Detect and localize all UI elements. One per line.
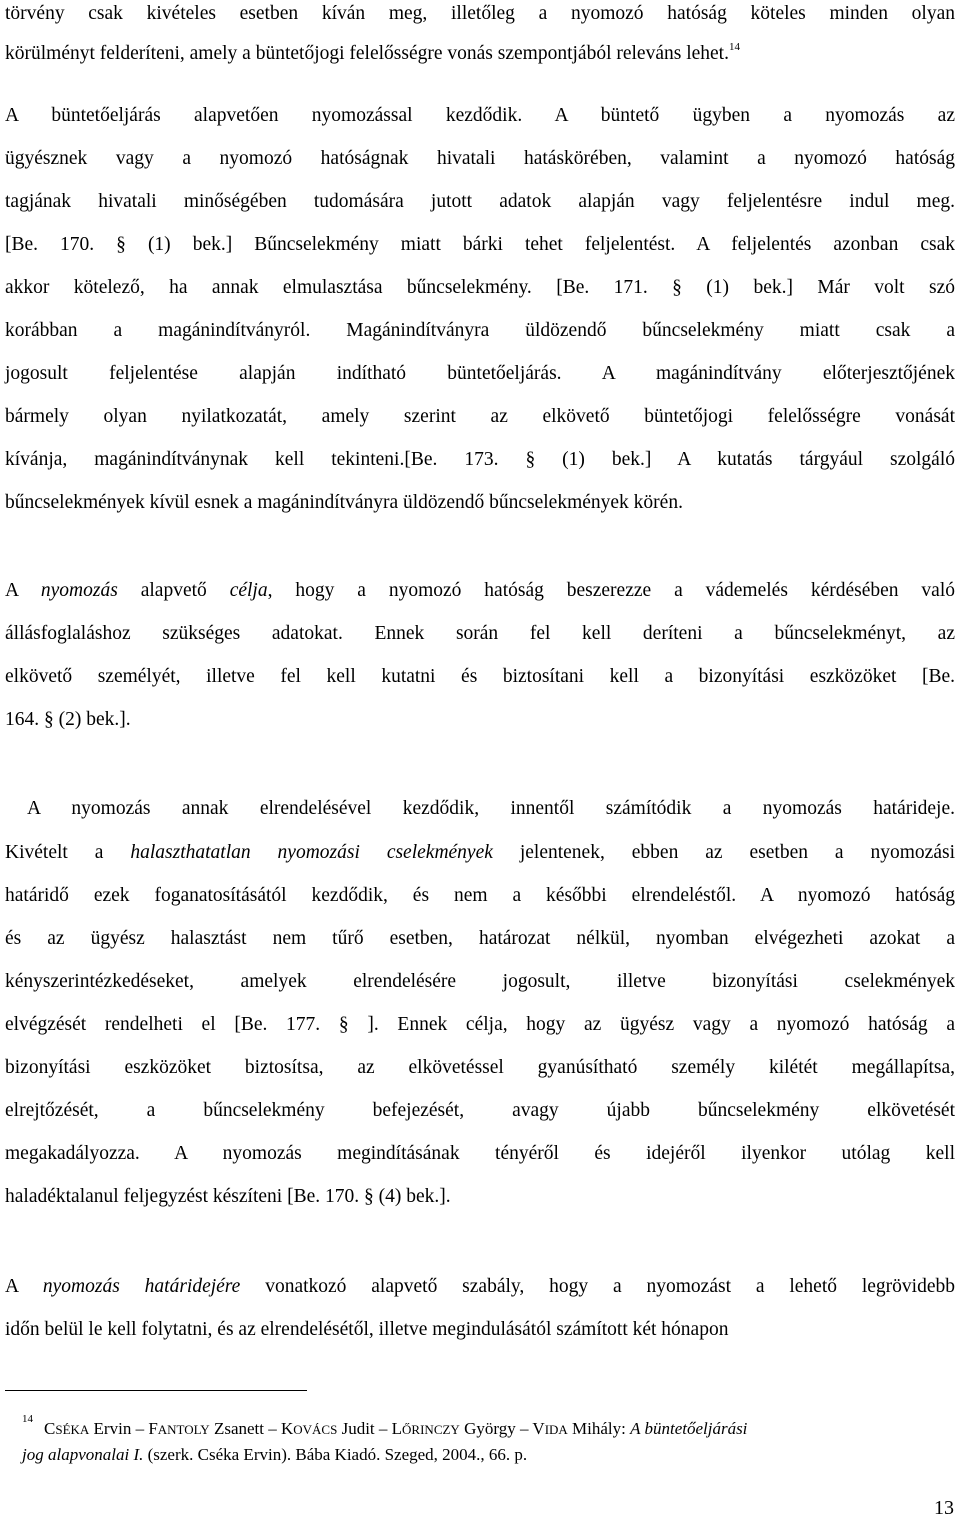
text-segment: célja bbox=[229, 580, 268, 601]
text-segment: , hogy a nyomozó hatóság beszerezze a vádemelés kérdésében való bbox=[267, 580, 955, 601]
text-segment: halaszthatatlan nyomozási cselekmények bbox=[130, 842, 493, 863]
paragraph-3-line bbox=[5, 707, 955, 733]
paragraph-5-line bbox=[5, 1274, 955, 1300]
paragraph-4-line bbox=[27, 796, 955, 822]
paragraph-2-line bbox=[5, 361, 955, 387]
paragraph-4-line bbox=[5, 926, 955, 952]
text-segment: A nyomozás annak elrendelésével kezdődik, innentől számítódik a nyomozás határideje. bbox=[27, 798, 955, 819]
text-segment: A büntetőeljárás alapvetően nyomozással kezdődik. A büntető ügyben a nyomozás az bbox=[5, 105, 955, 126]
text-segment: állásfoglaláshoz szükséges adatokat. Ennek során fel kell deríteni a bűncselekményt, az bbox=[5, 623, 955, 644]
paragraph-4-line bbox=[5, 1012, 955, 1038]
text-segment: elkövető személyét, illetve fel kell kutatni és biztosítani kell a bizonyítási eszközöket [Be. bbox=[5, 666, 955, 687]
text-segment: bármely olyan nyilatkozatát, amely szerint az elkövető büntetőjogi felelősségre vonását bbox=[5, 406, 955, 427]
text-segment: határidő ezek foganatosításától kezdődik, és nem a későbbi elrendeléstől. A nyomozó hatóság bbox=[5, 885, 955, 906]
text-segment: bizonyítási eszközöket biztosítsa, az elkövetéssel gyanúsítható személy kilétét megállapítsa, bbox=[5, 1057, 955, 1078]
text-segment: kényszerintézkedéseket, amelyek elrendelésére jogosult, illetve bizonyítási cselekmények bbox=[5, 971, 955, 992]
paragraph-2-line bbox=[5, 189, 955, 215]
footnote-reference: 14 bbox=[728, 41, 740, 53]
paragraph-1-line bbox=[5, 1, 955, 27]
paragraph-5-line bbox=[5, 1317, 955, 1343]
text-segment: SÉKA bbox=[55, 1422, 90, 1437]
text-segment: jog alapvonalai I. bbox=[22, 1445, 144, 1464]
text-segment: György – V bbox=[459, 1419, 545, 1438]
text-segment: körülményt felderíteni, amely a büntetőjogi felelősségre vonás szempontjából releváns lehet. bbox=[5, 43, 729, 64]
text-segment: [Be. 170. § (1) bek.] Bűncselekmény miatt bárki tehet feljelentést. A feljelentés azonban csak bbox=[5, 234, 955, 255]
text-segment: ügyésznek vagy a nyomozó hatóságnak hivatali hatáskörében, valamint a nyomozó hatóság bbox=[5, 148, 955, 169]
paragraph-4-line bbox=[5, 1141, 955, 1167]
text-segment: nyomozás határidejére bbox=[42, 1276, 241, 1297]
text-segment: jogosult feljelentése alapján indítható büntetőeljárás. A magánindítvány előterjesztőjének bbox=[5, 363, 955, 384]
text-segment: C bbox=[44, 1419, 56, 1438]
text-segment: A bbox=[5, 580, 41, 601]
text-segment: tagjának hivatali minőségében tudomására jutott adatok alapján vagy feljelentésre indul meg. bbox=[5, 191, 955, 212]
text-segment: törvény csak kivételes esetben kíván meg, illetőleg a nyomozó hatóság köteles minden olyan bbox=[5, 3, 955, 24]
footnote-number: 14 bbox=[22, 1413, 33, 1425]
paragraph-2-line bbox=[5, 275, 955, 301]
text-segment: IDA bbox=[544, 1422, 568, 1437]
text-segment: megakadályozza. A nyomozás megindításának tényéről és idejéről ilyenkor utólag kell bbox=[5, 1143, 955, 1164]
text-segment: jelentenek, ebben az esetben a nyomozási bbox=[492, 842, 956, 863]
paragraph-4-line bbox=[5, 969, 955, 995]
text-segment: és az ügyész halasztást nem tűrő esetben, határozat nélkül, nyomban elvégezheti azokat a bbox=[5, 928, 955, 949]
text-segment: időn belül le kell folytatni, és az elrendelésétől, illetve megindulásától számított két hónapon bbox=[5, 1319, 729, 1340]
text-segment: OVÁCS bbox=[293, 1422, 338, 1437]
paragraph-2-line bbox=[5, 490, 955, 516]
text-segment: A bbox=[5, 1276, 43, 1297]
paragraph-2-line bbox=[5, 404, 955, 430]
paragraph-4-line bbox=[5, 840, 955, 866]
paragraph-4-line bbox=[5, 1184, 955, 1210]
text-segment: A büntetőeljárási bbox=[630, 1419, 748, 1438]
text-segment: ŐRINCZY bbox=[402, 1422, 460, 1437]
text-segment: vonatkozó alapvető szabály, hogy a nyomozást a lehető legrövidebb bbox=[240, 1276, 955, 1297]
text-segment: bűncselekmények kívül esnek a magánindítványra üldözendő bűncselekmények körén. bbox=[5, 492, 683, 513]
text-segment: nyomozás bbox=[40, 580, 118, 601]
text-segment: elvégzését rendelheti el [Be. 177. § ]. Ennek célja, hogy az ügyész vagy a nyomozó hatóság a bbox=[5, 1014, 955, 1035]
text-segment: haladéktalanul feljegyzést készíteni [Be. 170. § (4) bek.]. bbox=[5, 1186, 451, 1207]
text-segment: kívánja, magánindítványnak kell tekinteni.[Be. 173. § (1) bek.] A kutatás tárgyául szolgáló bbox=[5, 449, 955, 470]
paragraph-3-line bbox=[5, 578, 955, 604]
footnote-line bbox=[44, 1418, 955, 1441]
text-segment: akkor kötelező, ha annak elmulasztása bűncselekmény. [Be. 171. § (1) bek.] Már volt szó bbox=[5, 277, 955, 298]
paragraph-2-line bbox=[5, 318, 955, 344]
paragraph-2-line bbox=[5, 232, 955, 258]
text-segment: korábban a magánindítványról. Magánindítványra üldözendő bűncselekmény miatt csak a bbox=[5, 320, 955, 341]
text-segment: Zsanett – K bbox=[209, 1419, 294, 1438]
footnote-separator bbox=[5, 1390, 307, 1391]
paragraph-2-line bbox=[5, 146, 955, 172]
paragraph-2-line bbox=[5, 447, 955, 473]
text-segment: Kivételt a bbox=[5, 842, 131, 863]
paragraph-4-line bbox=[5, 1098, 955, 1124]
paragraph-1-line bbox=[5, 41, 955, 67]
text-segment: Mihály: bbox=[567, 1419, 631, 1438]
paragraph-2-line bbox=[5, 103, 955, 129]
paragraph-4-line bbox=[5, 883, 955, 909]
text-segment: Judit – L bbox=[337, 1419, 403, 1438]
text-segment: alapvető bbox=[117, 580, 230, 601]
page-number: 13 bbox=[934, 1497, 954, 1519]
text-segment: Ervin – F bbox=[89, 1419, 158, 1438]
text-segment: elrejtőzését, a bűncselekmény befejezését, avagy újabb bűncselekmény elkövetését bbox=[5, 1100, 955, 1121]
text-segment: (szerk. Cséka Ervin). Bába Kiadó. Szeged, 2004., 66. p. bbox=[143, 1445, 528, 1464]
paragraph-3-line bbox=[5, 664, 955, 690]
text-segment: ANTOLY bbox=[157, 1422, 210, 1437]
paragraph-4-line bbox=[5, 1055, 955, 1081]
footnote-line bbox=[22, 1444, 955, 1466]
paragraph-3-line bbox=[5, 621, 955, 647]
text-segment: 164. § (2) bek.]. bbox=[5, 709, 131, 730]
